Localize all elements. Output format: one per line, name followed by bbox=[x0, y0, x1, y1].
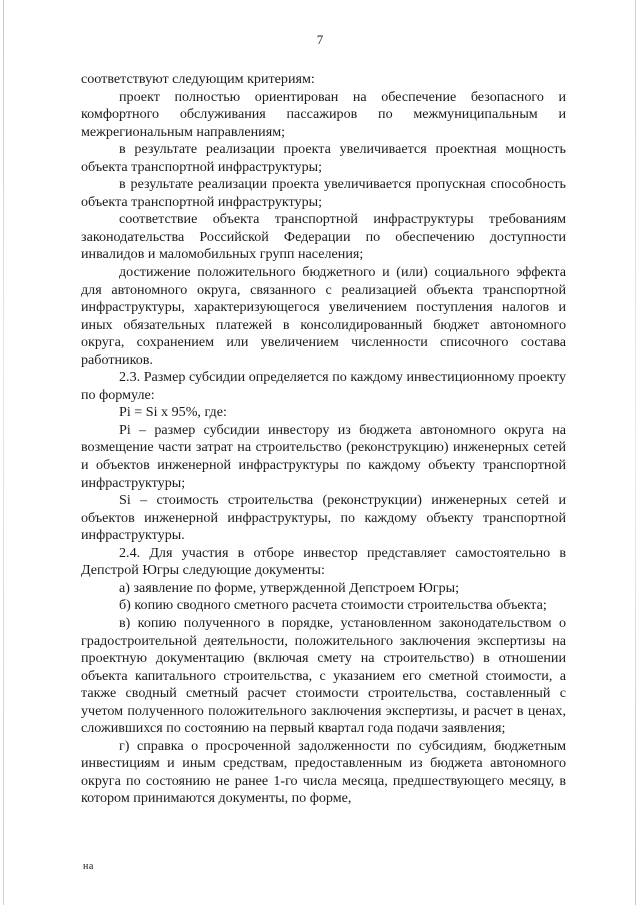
paragraph-criterion-throughput: в результате реализации проекта увеличивается пропускная способность объекта транспортной инфраструктуры; bbox=[81, 176, 566, 210]
scan-edge-right bbox=[635, 0, 636, 905]
paragraph-criteria-intro: соответствуют следующим критериям: bbox=[81, 71, 315, 87]
paragraph-section-2-4: 2.4. Для участия в отборе инвестор представляет самостоятельно в Депстрой Югры следующие документы: bbox=[81, 544, 566, 579]
paragraph-section-2-3: 2.3. Размер субсидии определяется по каждому инвестиционному проекту по формуле: bbox=[81, 369, 566, 403]
paragraph-formula-pi: Pi – размер субсидии инвестору из бюджета автономного округа на возмещение части затрат на строительство (реконструкцию) инженерных сетей и объектов инженерной инфраструктуры по каждому объекту транспортной инфраструктуры; bbox=[81, 421, 566, 491]
paragraph-criterion-accessibility: соответствие объекта транспортной инфраструктуры требованиям законодательства Российской Федерации по обеспечению доступности инвалидов и маломобильных групп населения; bbox=[81, 211, 566, 263]
paragraph-criterion-safety: проект полностью ориентирован на обеспечение безопасного и комфортного обслуживания пассажиров по межмуниципальным и межрегиональным направлениям; bbox=[81, 88, 566, 140]
paragraph-criterion-economic-effect: достижение положительного бюджетного и (или) социального эффекта для автономного округа, связанного с реализацией объекта транспортной инфраструктуры, характеризующегося увеличением поступления налогов и иных обязательных платежей в консолидированный бюджет автономного округа, сохранением или увеличением численности списочного состава работников. bbox=[81, 264, 566, 368]
paragraph-item-a: а) заявление по форме, утвержденной Депстроем Югры; bbox=[119, 579, 460, 596]
paragraph-item-v: в) копию полученного в порядке, установленном законодательством о градостроительной деятельности, положительного заключения экспертизы на проектную документацию (включая смету на строительство) в отношении объекта капитального строительства, с указанием его сметной стоимости, а также сводный сметный расчет стоимости строительства, составленный с учетом полученного положительного заключения экспертизы, и расчет в ценах, сложившихся по состоянию на первый квартал года подачи заявления; bbox=[81, 614, 566, 737]
document-body bbox=[81, 71, 566, 808]
paragraph-formula: Pi = Si x 95%, где: bbox=[119, 404, 227, 421]
paragraph-criterion-capacity: в результате реализации проекта увеличивается проектная мощность объекта транспортной инфраструктуры; bbox=[81, 141, 566, 175]
paragraph-item-b: б) копию сводного сметного расчета стоимости строительства объекта; bbox=[119, 597, 547, 614]
paragraph-formula-si: Si – стоимость строительства (реконструкции) инженерных сетей и объектов инженерной инфраструктуры, по каждому объекту транспортной инфраструктуры. bbox=[81, 492, 566, 544]
scan-edge-left bbox=[3, 0, 4, 905]
paragraph-item-g: г) справка о просроченной задолженности по субсидиям, бюджетным инвестициям и иным средствам, предоставленным из бюджета автономного округа по состоянию не ранее 1-го числа месяца, предшествующего месяцу, в котором принимаются документы, по форме, bbox=[81, 737, 566, 807]
footer-mark: на bbox=[83, 861, 94, 872]
page-number: 7 bbox=[316, 32, 324, 47]
